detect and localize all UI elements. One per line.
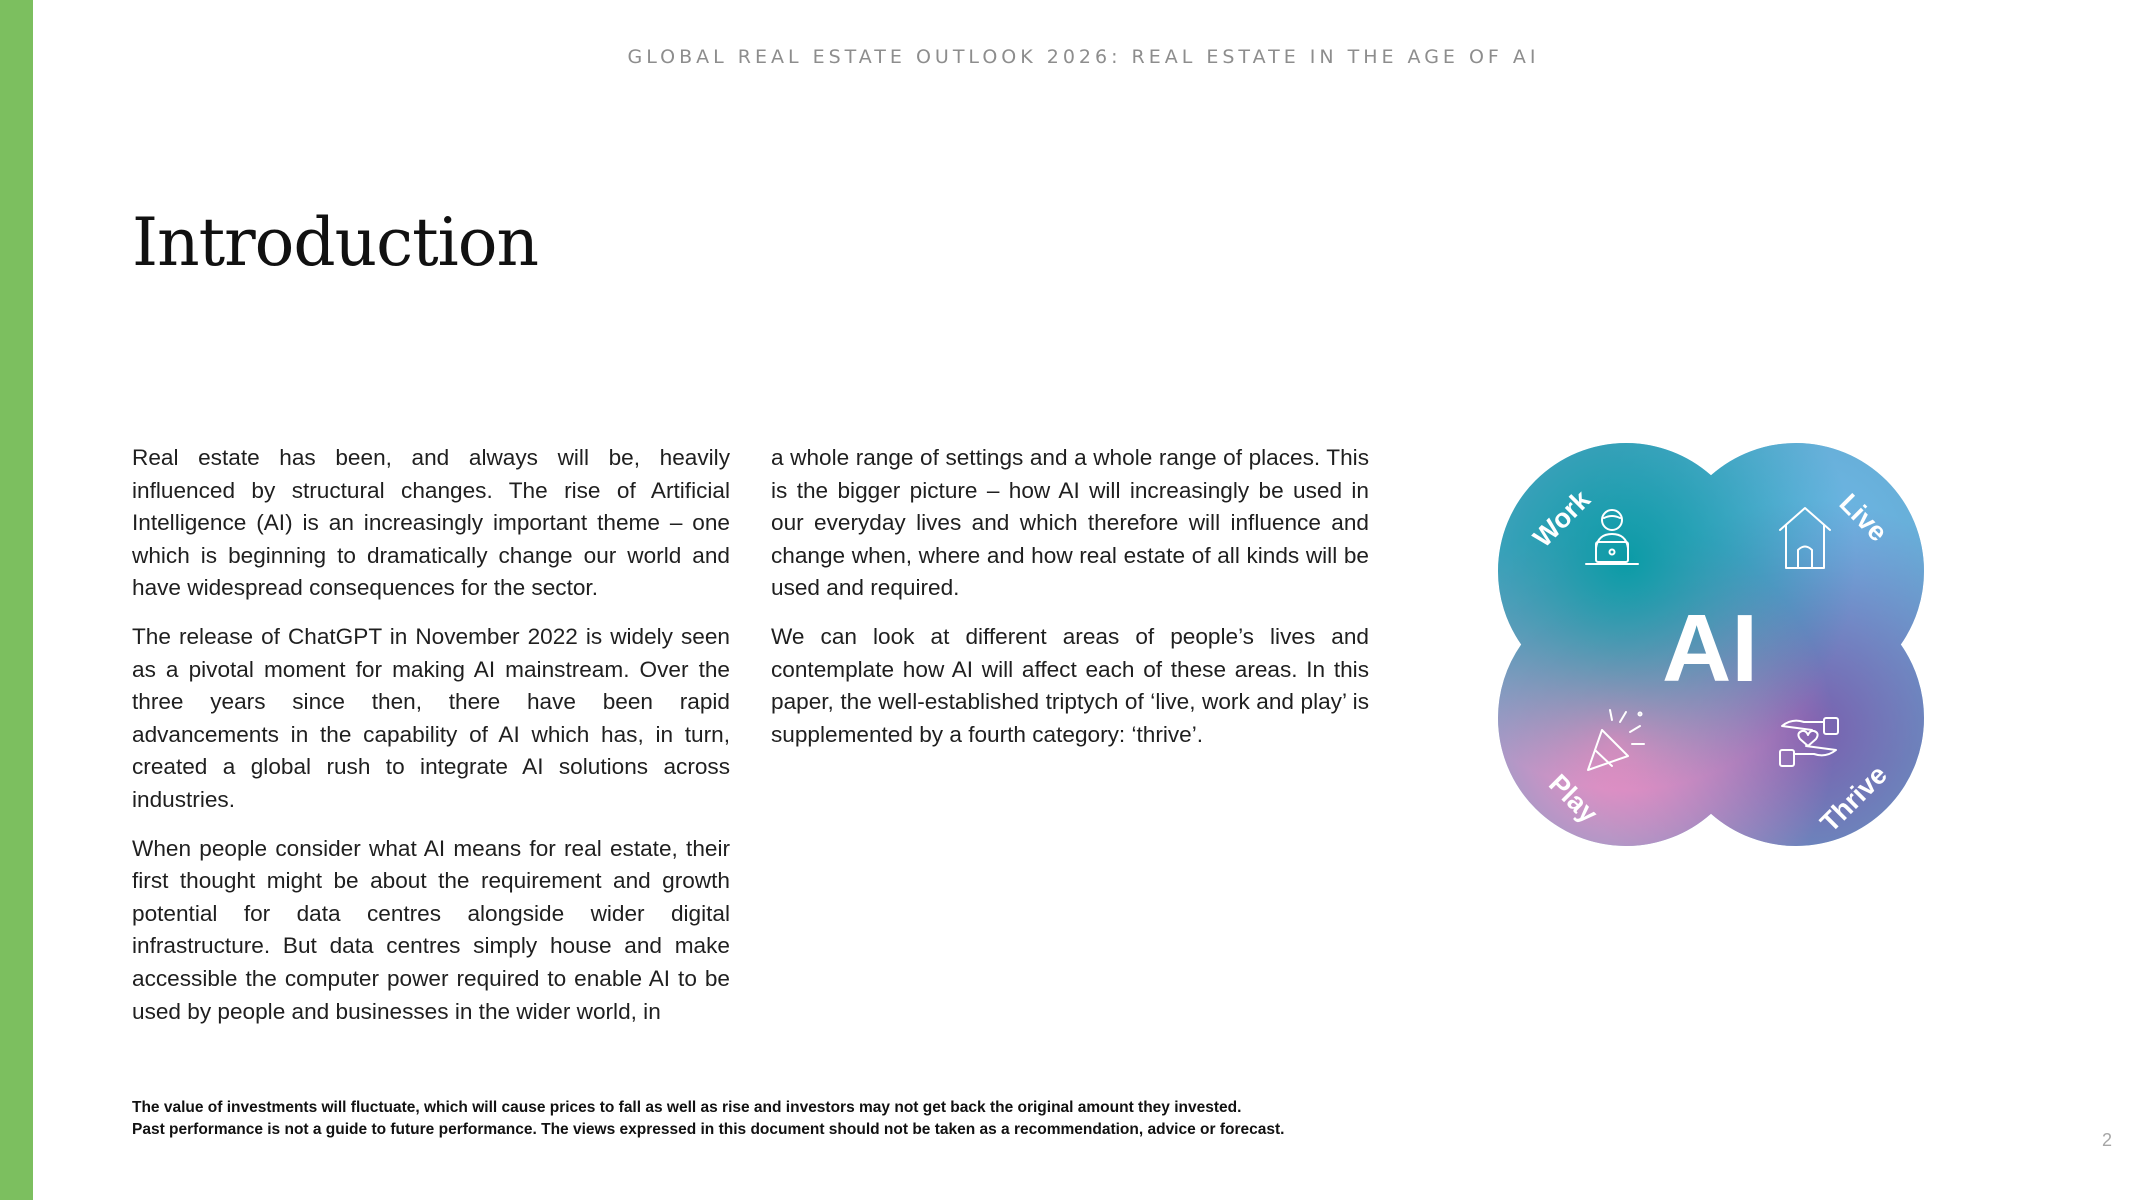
body-left-column <box>132 442 730 1044</box>
ai-center-label: AI <box>1662 595 1758 702</box>
paragraph: Real estate has been, and always will be, heavily influenced by structural changes. The rise of Artificial Intelligence (AI) is an increasingly important theme – one which is beginning to dramatically change our world and have widespread consequences for the sector. <box>132 445 730 601</box>
body-right-column <box>771 442 1369 767</box>
disclaimer-line: Past performance is not a guide to future performance. The views expressed in this document should not be taken as a recommendation, advice or forecast. <box>132 1121 1285 1138</box>
ai-quadrant-svg <box>1480 430 1940 890</box>
disclaimer-line: The value of investments will fluctuate, which will cause prices to fall as well as rise and investors may not get back the original amount they invested. <box>132 1099 1242 1116</box>
quadrant-label-live: Live <box>1833 487 1894 548</box>
page-title: Introduction <box>132 204 538 281</box>
paragraph: We can look at different areas of people’s lives and contemplate how AI will affect each of these areas. In this paper, the well-established triptych of ‘live, work and play’ is supplemented by a fourth category: ‘thrive’. <box>771 623 1369 747</box>
running-header: GLOBAL REAL ESTATE OUTLOOK 2026: REAL ESTATE IN THE AGE OF AI <box>627 46 1540 68</box>
quadrant-label-work: Work <box>1527 484 1596 553</box>
quadrant-label-thrive: Thrive <box>1814 759 1893 838</box>
ai-quadrant-graphic <box>1480 430 1940 890</box>
paragraph: a whole range of settings and a whole range of places. This is the bigger picture – how AI will increasingly be used in our everyday lives and which therefore will influence and change when, where and how real estate of all kinds will be used and required. <box>771 445 1369 601</box>
page-number: 2 <box>2101 1130 2112 1150</box>
side-accent-bar <box>0 0 33 1200</box>
paragraph: The release of ChatGPT in November 2022 is widely seen as a pivotal moment for making AI mainstream. Over the three years since then, there have been rapid advancements in the capability of AI which has, in turn, created a global rush to integrate AI solutions across industries. <box>132 623 730 812</box>
disclaimer <box>132 1097 1432 1141</box>
paragraph: When people consider what AI means for real estate, their first thought might be about the requirement and growth potential for data centres alongside wider digital infrastructure. But data centres simply house and make accessible the computer power required to enable AI to be used by people and businesses in the wider world, in <box>132 835 730 1024</box>
quadrant-label-play: Play <box>1543 768 1604 829</box>
